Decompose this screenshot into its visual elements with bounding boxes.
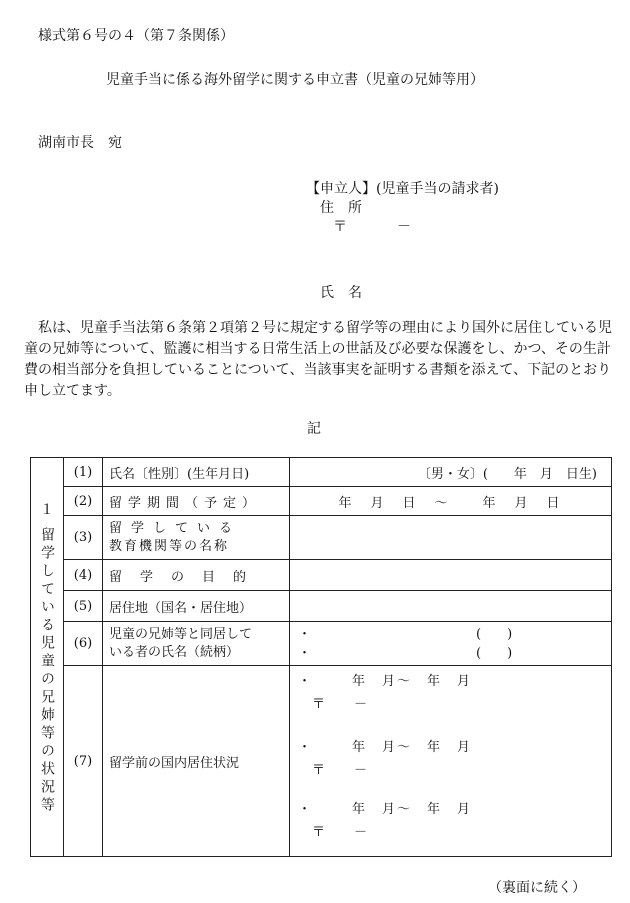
section-number: １ [40,502,54,518]
row-label: 留学前の国内居住状況 [103,666,290,857]
table-row [31,516,612,560]
relationship-paren: ( ) [476,645,513,661]
bullet: ・ [298,740,312,755]
postal-dash: － [354,697,368,712]
ki-label: 記 [307,421,321,437]
row-label: 留学期間（予定） [103,487,290,516]
residence-field[interactable] [290,591,612,622]
bullet: ・ [298,674,312,689]
form-number: 様式第６号の４（第７条関係） [38,28,234,44]
table-row [31,622,612,666]
row-label-line2: 教育機関等の名称 [109,538,230,554]
row-number: (4) [64,560,103,591]
row-number: (1) [64,458,103,487]
status-table [30,457,612,857]
row-number: (2) [64,487,103,516]
row-label: 留学の目的 [103,560,290,591]
row-label [103,516,290,560]
address-label: 住 所 [320,200,362,216]
bullet: ・ [298,802,312,817]
period: 年 月～ 年 月 [352,740,473,755]
document-title: 児童手当に係る海外留学に関する申立書（児童の兄姉等用） [106,72,484,88]
study-period-field[interactable]: 年 月 日 ～ 年 月 日 [290,487,612,516]
postal-mark: 〒 [312,825,326,840]
row-number: (5) [64,591,103,622]
postal-dash: － [354,825,368,840]
bullet: ・ [298,626,312,642]
row-label-line2: いる者の氏名（続柄） [109,644,240,660]
row-number: (3) [64,516,103,560]
statement-paragraph: 私は、児童手当法第６条第２項第２号に規定する留学等の理由により国外に居住している児童の兄姉等について、監護に相当する日常生活上の世話及び必要な保護をし、かつ、その生計費の相当部分を負担していることについて、当該事実を証明する書類を添えて、下記のとおり申し立てます。 [24,320,612,399]
row-number: (7) [64,666,103,857]
table-row [31,666,612,857]
addressee: 湖南市長 宛 [38,135,122,151]
row-number: (6) [64,622,103,666]
name-sex-birthdate-field[interactable]: 〔男・女〕( 年 月 日生) [290,458,612,487]
study-purpose-field[interactable] [290,560,612,591]
period: 年 月～ 年 月 [352,802,473,817]
name-label: 氏 名 [320,285,362,301]
row-label: 氏名〔性別〕(生年月日) [103,458,290,487]
table-row [31,591,612,622]
postal-dash: － [397,219,411,235]
institution-name-field[interactable] [290,516,612,560]
section-title: 留学している児童の兄姉等の状況等 [39,527,55,815]
relationship-paren: ( ) [476,626,513,642]
continued-note: （裏面に続く） [488,880,586,896]
table-row [31,487,612,516]
row-label [103,622,290,666]
section-cell [31,458,64,857]
postal-mark: 〒 [312,697,326,712]
postal-mark: 〒 [312,763,326,778]
domestic-residence-history-field[interactable] [290,666,612,857]
table-row [31,458,612,487]
row-label-line1: 留学している [109,520,242,536]
row-label: 居住地（国名・居住地） [103,591,290,622]
bullet: ・ [298,645,312,661]
applicant-heading: 【申立人】(児童手当の請求者) [306,181,499,197]
row-label-line1: 児童の兄姉等と同居して [109,626,253,642]
cohabitant-field[interactable] [290,622,612,666]
period: 年 月～ 年 月 [352,674,473,689]
table-row [31,560,612,591]
postal-mark: 〒 [333,219,347,235]
postal-dash: － [354,763,368,778]
